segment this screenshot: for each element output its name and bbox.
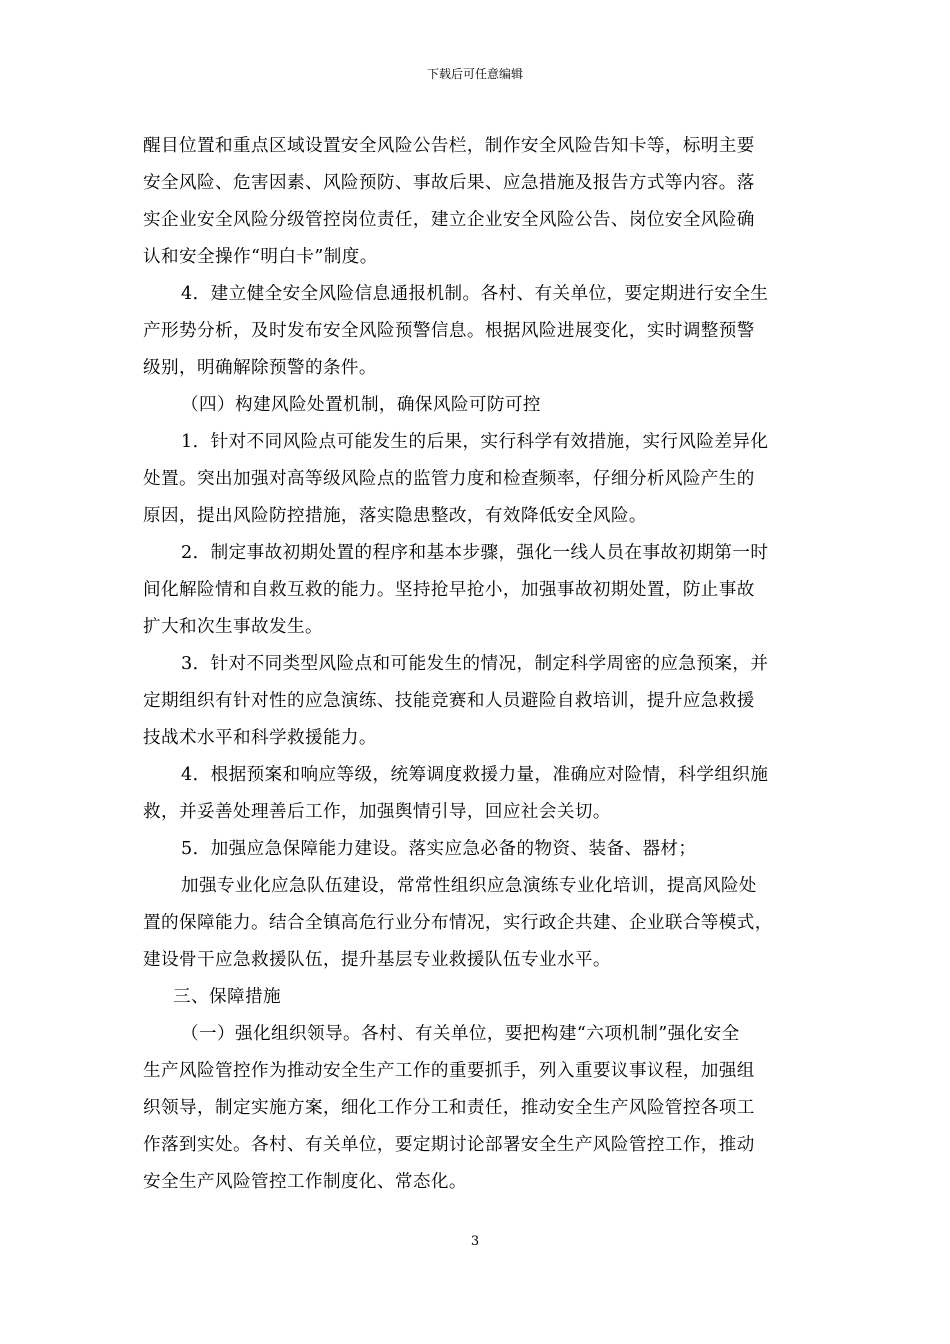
paragraph-7 bbox=[143, 831, 818, 868]
document-body bbox=[143, 128, 818, 1201]
paragraph-6 bbox=[143, 757, 818, 831]
paragraph-1 bbox=[143, 128, 818, 276]
text-line: 加强专业化应急队伍建设，常常性组织应急演练专业化培训，提高风险处 bbox=[181, 876, 757, 896]
text-line: 4．建立健全安全风险信息通报机制。各村、有关单位，要定期进行安全生 bbox=[181, 284, 769, 304]
section-heading-3 bbox=[143, 979, 818, 1016]
text-line: 处置。突出加强对高等级风险点的监管力度和检查频率，仔细分析风险产生的 bbox=[143, 469, 755, 489]
paragraph-8 bbox=[143, 868, 818, 979]
paragraph-3 bbox=[143, 424, 818, 535]
text-line: 定期组织有针对性的应急演练、技能竞赛和人员避险自救培训，提升应急救援 bbox=[143, 691, 755, 711]
text-line: 3．针对不同类型风险点和可能发生的情况，制定科学周密的应急预案，并 bbox=[181, 654, 769, 674]
paragraph-2 bbox=[143, 276, 818, 387]
text-line: （一）强化组织领导。各村、有关单位，要把构建“六项机制”强化安全 bbox=[181, 1024, 740, 1044]
text-line: 织领导，制定实施方案，细化工作分工和责任，推动安全生产风险管控各项工 bbox=[143, 1098, 755, 1118]
text-line: 实企业安全风险分级管控岗位责任，建立企业安全风险公告、岗位安全风险确 bbox=[143, 210, 755, 230]
text-line: 生产风险管控作为推动安全生产工作的重要抓手，列入重要议事议程，加强组 bbox=[143, 1061, 755, 1081]
text-line: 1．针对不同风险点可能发生的后果，实行科学有效措施，实行风险差异化 bbox=[181, 432, 769, 452]
text-line: 扩大和次生事故发生。 bbox=[143, 617, 323, 637]
text-line: 三、保障措施 bbox=[173, 987, 281, 1007]
text-line: 安全风险、危害因素、风险预防、事故后果、应急措施及报告方式等内容。落 bbox=[143, 173, 755, 193]
text-line: 级别，明确解除预警的条件。 bbox=[143, 358, 377, 378]
text-line: 建设骨干应急救援队伍，提升基层专业救援队伍专业水平。 bbox=[143, 950, 611, 970]
text-line: 产形势分析，及时发布安全风险预警信息。根据风险进展变化，实时调整预警 bbox=[143, 321, 755, 341]
text-line: 作落到实处。各村、有关单位，要定期讨论部署安全生产风险管控工作，推动 bbox=[143, 1135, 755, 1155]
text-line: 原因，提出风险防控措施，落实隐患整改，有效降低安全风险。 bbox=[143, 506, 647, 526]
page-header: 下载后可任意编辑 bbox=[426, 67, 523, 81]
text-line: 2．制定事故初期处置的程序和基本步骤，强化一线人员在事故初期第一时 bbox=[181, 543, 769, 563]
text-line: 间化解险情和自救互救的能力。坚持抢早抢小，加强事故初期处置，防止事故 bbox=[143, 580, 755, 600]
text-line: 4．根据预案和响应等级，统筹调度救援力量，准确应对险情，科学组织施 bbox=[181, 765, 769, 785]
paragraph-9 bbox=[143, 1016, 818, 1201]
text-line: 救，并妥善处理善后工作，加强舆情引导，回应社会关切。 bbox=[143, 802, 611, 822]
text-line: 技战术水平和科学救援能力。 bbox=[143, 728, 377, 748]
text-line: 5．加强应急保障能力建设。落实应急必备的物资、装备、器材； bbox=[181, 839, 697, 859]
text-line: （四）构建风险处置机制，确保风险可防可控 bbox=[181, 395, 541, 415]
paragraph-5 bbox=[143, 646, 818, 757]
text-line: 置的保障能力。结合全镇高危行业分布情况，实行政企共建、企业联合等模式， bbox=[143, 913, 773, 933]
text-line: 醒目位置和重点区域设置安全风险公告栏，制作安全风险告知卡等，标明主要 bbox=[143, 136, 755, 156]
text-line: 安全生产风险管控工作制度化、常态化。 bbox=[143, 1172, 467, 1192]
page-number: 3 bbox=[470, 1234, 480, 1249]
section-heading-4 bbox=[143, 387, 818, 424]
text-line: 认和安全操作“明白卡”制度。 bbox=[143, 247, 378, 267]
paragraph-4 bbox=[143, 535, 818, 646]
